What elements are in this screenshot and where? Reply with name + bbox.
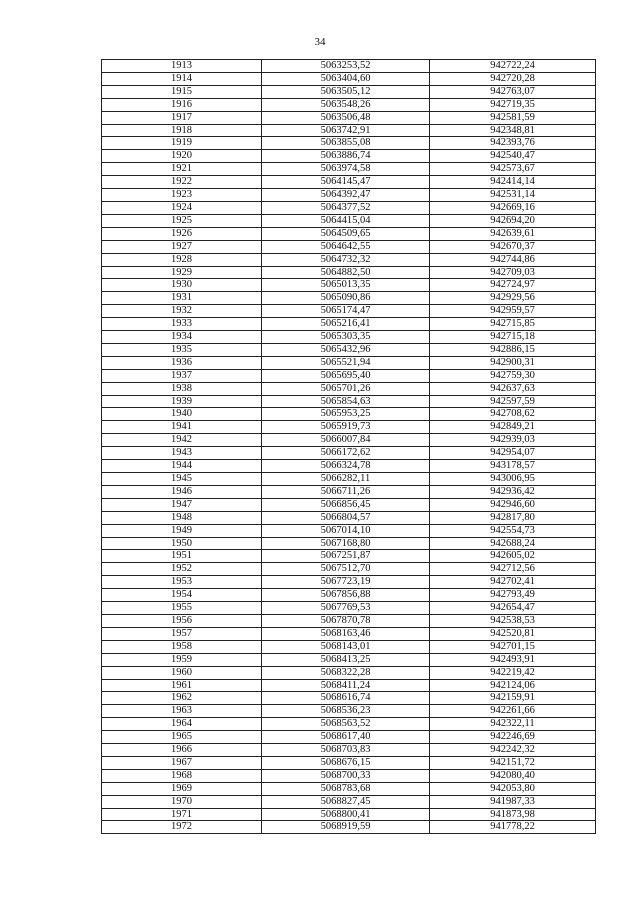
x-coordinate-cell: 5066856,45 xyxy=(262,498,430,511)
table-row xyxy=(102,614,596,627)
table-row xyxy=(102,214,596,227)
table-row xyxy=(102,253,596,266)
y-coordinate-cell: 942538,53 xyxy=(430,614,596,627)
x-coordinate-cell: 5063404,60 xyxy=(262,72,430,85)
y-coordinate-cell: 943006,95 xyxy=(430,473,596,486)
table-row xyxy=(102,434,596,447)
point-number-cell: 1967 xyxy=(102,756,262,769)
x-coordinate-cell: 5067769,53 xyxy=(262,602,430,615)
table-row xyxy=(102,550,596,563)
y-coordinate-cell: 942702,41 xyxy=(430,576,596,589)
point-number-cell: 1938 xyxy=(102,382,262,395)
point-number-cell: 1913 xyxy=(102,60,262,73)
x-coordinate-cell: 5065521,94 xyxy=(262,356,430,369)
point-number-cell: 1960 xyxy=(102,666,262,679)
y-coordinate-cell: 942939,03 xyxy=(430,434,596,447)
point-number-cell: 1943 xyxy=(102,447,262,460)
table-row xyxy=(102,576,596,589)
x-coordinate-cell: 5068800,41 xyxy=(262,808,430,821)
point-number-cell: 1934 xyxy=(102,331,262,344)
table-row xyxy=(102,60,596,73)
x-coordinate-cell: 5064392,47 xyxy=(262,189,430,202)
table-row xyxy=(102,795,596,808)
point-number-cell: 1950 xyxy=(102,537,262,550)
table-row xyxy=(102,782,596,795)
point-number-cell: 1931 xyxy=(102,292,262,305)
y-coordinate-cell: 942715,18 xyxy=(430,331,596,344)
y-coordinate-cell: 943178,57 xyxy=(430,460,596,473)
point-number-cell: 1935 xyxy=(102,343,262,356)
x-coordinate-cell: 5063506,48 xyxy=(262,111,430,124)
table-row xyxy=(102,201,596,214)
point-number-cell: 1961 xyxy=(102,679,262,692)
point-number-cell: 1968 xyxy=(102,769,262,782)
point-number-cell: 1966 xyxy=(102,744,262,757)
y-coordinate-cell: 942954,07 xyxy=(430,447,596,460)
point-number-cell: 1928 xyxy=(102,253,262,266)
point-number-cell: 1949 xyxy=(102,524,262,537)
point-number-cell: 1944 xyxy=(102,460,262,473)
table-row xyxy=(102,318,596,331)
point-number-cell: 1940 xyxy=(102,408,262,421)
y-coordinate-cell: 942694,20 xyxy=(430,214,596,227)
point-number-cell: 1962 xyxy=(102,692,262,705)
y-coordinate-cell: 942246,69 xyxy=(430,731,596,744)
y-coordinate-cell: 941873,98 xyxy=(430,808,596,821)
x-coordinate-cell: 5064882,50 xyxy=(262,266,430,279)
x-coordinate-cell: 5065432,96 xyxy=(262,343,430,356)
x-coordinate-cell: 5068616,74 xyxy=(262,692,430,705)
point-number-cell: 1953 xyxy=(102,576,262,589)
x-coordinate-cell: 5065919,73 xyxy=(262,421,430,434)
point-number-cell: 1922 xyxy=(102,176,262,189)
coordinates-table-body xyxy=(102,60,596,834)
table-row xyxy=(102,176,596,189)
point-number-cell: 1965 xyxy=(102,731,262,744)
y-coordinate-cell: 942712,56 xyxy=(430,563,596,576)
table-row xyxy=(102,692,596,705)
table-row xyxy=(102,137,596,150)
y-coordinate-cell: 942348,81 xyxy=(430,124,596,137)
y-coordinate-cell: 942817,80 xyxy=(430,511,596,524)
table-row xyxy=(102,356,596,369)
y-coordinate-cell: 941778,22 xyxy=(430,821,596,834)
y-coordinate-cell: 942053,80 xyxy=(430,782,596,795)
x-coordinate-cell: 5065701,26 xyxy=(262,382,430,395)
x-coordinate-cell: 5063855,08 xyxy=(262,137,430,150)
x-coordinate-cell: 5063505,12 xyxy=(262,85,430,98)
x-coordinate-cell: 5067870,78 xyxy=(262,614,430,627)
y-coordinate-cell: 942124,06 xyxy=(430,679,596,692)
y-coordinate-cell: 942959,57 xyxy=(430,305,596,318)
table-row xyxy=(102,498,596,511)
x-coordinate-cell: 5067014,10 xyxy=(262,524,430,537)
table-row xyxy=(102,705,596,718)
x-coordinate-cell: 5067856,88 xyxy=(262,589,430,602)
y-coordinate-cell: 942715,85 xyxy=(430,318,596,331)
y-coordinate-cell: 942744,86 xyxy=(430,253,596,266)
x-coordinate-cell: 5066711,26 xyxy=(262,485,430,498)
x-coordinate-cell: 5064642,55 xyxy=(262,240,430,253)
table-row xyxy=(102,821,596,834)
point-number-cell: 1964 xyxy=(102,718,262,731)
x-coordinate-cell: 5068919,59 xyxy=(262,821,430,834)
y-coordinate-cell: 942322,11 xyxy=(430,718,596,731)
x-coordinate-cell: 5065174,47 xyxy=(262,305,430,318)
x-coordinate-cell: 5064145,47 xyxy=(262,176,430,189)
y-coordinate-cell: 942886,15 xyxy=(430,343,596,356)
point-number-cell: 1963 xyxy=(102,705,262,718)
x-coordinate-cell: 5068143,01 xyxy=(262,640,430,653)
table-row xyxy=(102,150,596,163)
point-number-cell: 1959 xyxy=(102,653,262,666)
y-coordinate-cell: 942080,40 xyxy=(430,769,596,782)
point-number-cell: 1921 xyxy=(102,163,262,176)
table-row xyxy=(102,627,596,640)
x-coordinate-cell: 5068536,23 xyxy=(262,705,430,718)
y-coordinate-cell: 942900,31 xyxy=(430,356,596,369)
point-number-cell: 1941 xyxy=(102,421,262,434)
point-number-cell: 1971 xyxy=(102,808,262,821)
x-coordinate-cell: 5065013,35 xyxy=(262,279,430,292)
table-row xyxy=(102,408,596,421)
table-row xyxy=(102,98,596,111)
table-row xyxy=(102,473,596,486)
table-row xyxy=(102,292,596,305)
x-coordinate-cell: 5067168,80 xyxy=(262,537,430,550)
point-number-cell: 1956 xyxy=(102,614,262,627)
x-coordinate-cell: 5064415,04 xyxy=(262,214,430,227)
y-coordinate-cell: 942701,15 xyxy=(430,640,596,653)
table-row xyxy=(102,111,596,124)
table-row xyxy=(102,756,596,769)
y-coordinate-cell: 942581,59 xyxy=(430,111,596,124)
x-coordinate-cell: 5066007,84 xyxy=(262,434,430,447)
point-number-cell: 1919 xyxy=(102,137,262,150)
x-coordinate-cell: 5068163,46 xyxy=(262,627,430,640)
x-coordinate-cell: 5067251,87 xyxy=(262,550,430,563)
x-coordinate-cell: 5066804,57 xyxy=(262,511,430,524)
table-row xyxy=(102,511,596,524)
y-coordinate-cell: 942724,97 xyxy=(430,279,596,292)
table-row xyxy=(102,563,596,576)
y-coordinate-cell: 942763,07 xyxy=(430,85,596,98)
y-coordinate-cell: 942849,21 xyxy=(430,421,596,434)
table-row xyxy=(102,163,596,176)
point-number-cell: 1957 xyxy=(102,627,262,640)
x-coordinate-cell: 5067723,19 xyxy=(262,576,430,589)
point-number-cell: 1958 xyxy=(102,640,262,653)
y-coordinate-cell: 942670,37 xyxy=(430,240,596,253)
point-number-cell: 1952 xyxy=(102,563,262,576)
x-coordinate-cell: 5068411,24 xyxy=(262,679,430,692)
table-row xyxy=(102,653,596,666)
table-row xyxy=(102,305,596,318)
table-row xyxy=(102,227,596,240)
table-row xyxy=(102,679,596,692)
point-number-cell: 1972 xyxy=(102,821,262,834)
table-row xyxy=(102,447,596,460)
table-row xyxy=(102,189,596,202)
y-coordinate-cell: 942493,91 xyxy=(430,653,596,666)
point-number-cell: 1925 xyxy=(102,214,262,227)
y-coordinate-cell: 942946,60 xyxy=(430,498,596,511)
point-number-cell: 1915 xyxy=(102,85,262,98)
x-coordinate-cell: 5064377,52 xyxy=(262,201,430,214)
point-number-cell: 1947 xyxy=(102,498,262,511)
y-coordinate-cell: 942793,49 xyxy=(430,589,596,602)
table-row xyxy=(102,808,596,821)
point-number-cell: 1932 xyxy=(102,305,262,318)
y-coordinate-cell: 942719,35 xyxy=(430,98,596,111)
table-row xyxy=(102,240,596,253)
table-row xyxy=(102,589,596,602)
table-row xyxy=(102,331,596,344)
y-coordinate-cell: 942709,03 xyxy=(430,266,596,279)
x-coordinate-cell: 5064509,65 xyxy=(262,227,430,240)
table-row xyxy=(102,640,596,653)
x-coordinate-cell: 5066172,62 xyxy=(262,447,430,460)
x-coordinate-cell: 5065854,63 xyxy=(262,395,430,408)
table-row xyxy=(102,421,596,434)
point-number-cell: 1939 xyxy=(102,395,262,408)
point-number-cell: 1955 xyxy=(102,602,262,615)
table-row xyxy=(102,537,596,550)
point-number-cell: 1917 xyxy=(102,111,262,124)
point-number-cell: 1951 xyxy=(102,550,262,563)
table-row xyxy=(102,731,596,744)
x-coordinate-cell: 5064732,32 xyxy=(262,253,430,266)
table-row xyxy=(102,124,596,137)
y-coordinate-cell: 942688,24 xyxy=(430,537,596,550)
x-coordinate-cell: 5065695,40 xyxy=(262,369,430,382)
x-coordinate-cell: 5068676,15 xyxy=(262,756,430,769)
y-coordinate-cell: 942654,47 xyxy=(430,602,596,615)
point-number-cell: 1926 xyxy=(102,227,262,240)
y-coordinate-cell: 942554,73 xyxy=(430,524,596,537)
y-coordinate-cell: 942573,67 xyxy=(430,163,596,176)
y-coordinate-cell: 942242,32 xyxy=(430,744,596,757)
coordinates-table xyxy=(101,59,596,834)
y-coordinate-cell: 942759,30 xyxy=(430,369,596,382)
y-coordinate-cell: 942708,62 xyxy=(430,408,596,421)
table-row xyxy=(102,279,596,292)
point-number-cell: 1942 xyxy=(102,434,262,447)
table-row xyxy=(102,266,596,279)
table-row xyxy=(102,718,596,731)
point-number-cell: 1916 xyxy=(102,98,262,111)
x-coordinate-cell: 5063548,26 xyxy=(262,98,430,111)
table-row xyxy=(102,72,596,85)
x-coordinate-cell: 5068413,25 xyxy=(262,653,430,666)
y-coordinate-cell: 942720,28 xyxy=(430,72,596,85)
y-coordinate-cell: 942936,42 xyxy=(430,485,596,498)
point-number-cell: 1954 xyxy=(102,589,262,602)
y-coordinate-cell: 942597,59 xyxy=(430,395,596,408)
point-number-cell: 1927 xyxy=(102,240,262,253)
table-row xyxy=(102,382,596,395)
y-coordinate-cell: 942393,76 xyxy=(430,137,596,150)
x-coordinate-cell: 5066324,78 xyxy=(262,460,430,473)
point-number-cell: 1948 xyxy=(102,511,262,524)
x-coordinate-cell: 5065303,35 xyxy=(262,331,430,344)
table-row xyxy=(102,485,596,498)
table-row xyxy=(102,666,596,679)
table-row xyxy=(102,460,596,473)
table-row xyxy=(102,769,596,782)
x-coordinate-cell: 5065953,25 xyxy=(262,408,430,421)
y-coordinate-cell: 942219,42 xyxy=(430,666,596,679)
x-coordinate-cell: 5065216,41 xyxy=(262,318,430,331)
point-number-cell: 1914 xyxy=(102,72,262,85)
point-number-cell: 1930 xyxy=(102,279,262,292)
x-coordinate-cell: 5063253,52 xyxy=(262,60,430,73)
point-number-cell: 1924 xyxy=(102,201,262,214)
point-number-cell: 1920 xyxy=(102,150,262,163)
y-coordinate-cell: 942151,72 xyxy=(430,756,596,769)
x-coordinate-cell: 5068827,45 xyxy=(262,795,430,808)
table-row xyxy=(102,524,596,537)
point-number-cell: 1969 xyxy=(102,782,262,795)
x-coordinate-cell: 5068703,83 xyxy=(262,744,430,757)
x-coordinate-cell: 5067512,70 xyxy=(262,563,430,576)
point-number-cell: 1929 xyxy=(102,266,262,279)
table-row xyxy=(102,343,596,356)
page-number: 34 xyxy=(314,36,326,48)
point-number-cell: 1970 xyxy=(102,795,262,808)
x-coordinate-cell: 5063742,91 xyxy=(262,124,430,137)
y-coordinate-cell: 942722,24 xyxy=(430,60,596,73)
table-row xyxy=(102,369,596,382)
table-row xyxy=(102,85,596,98)
y-coordinate-cell: 942159,91 xyxy=(430,692,596,705)
table-row xyxy=(102,602,596,615)
x-coordinate-cell: 5063974,58 xyxy=(262,163,430,176)
point-number-cell: 1937 xyxy=(102,369,262,382)
x-coordinate-cell: 5063886,74 xyxy=(262,150,430,163)
y-coordinate-cell: 942929,56 xyxy=(430,292,596,305)
point-number-cell: 1923 xyxy=(102,189,262,202)
y-coordinate-cell: 942605,02 xyxy=(430,550,596,563)
y-coordinate-cell: 942261,66 xyxy=(430,705,596,718)
x-coordinate-cell: 5068700,33 xyxy=(262,769,430,782)
y-coordinate-cell: 942639,61 xyxy=(430,227,596,240)
y-coordinate-cell: 941987,33 xyxy=(430,795,596,808)
point-number-cell: 1946 xyxy=(102,485,262,498)
x-coordinate-cell: 5065090,86 xyxy=(262,292,430,305)
x-coordinate-cell: 5068617,40 xyxy=(262,731,430,744)
y-coordinate-cell: 942540,47 xyxy=(430,150,596,163)
point-number-cell: 1918 xyxy=(102,124,262,137)
x-coordinate-cell: 5068783,68 xyxy=(262,782,430,795)
y-coordinate-cell: 942414,14 xyxy=(430,176,596,189)
point-number-cell: 1936 xyxy=(102,356,262,369)
y-coordinate-cell: 942669,16 xyxy=(430,201,596,214)
y-coordinate-cell: 942520,81 xyxy=(430,627,596,640)
point-number-cell: 1945 xyxy=(102,473,262,486)
point-number-cell: 1933 xyxy=(102,318,262,331)
x-coordinate-cell: 5068563,52 xyxy=(262,718,430,731)
table-row xyxy=(102,395,596,408)
y-coordinate-cell: 942637,63 xyxy=(430,382,596,395)
y-coordinate-cell: 942531,14 xyxy=(430,189,596,202)
x-coordinate-cell: 5068322,28 xyxy=(262,666,430,679)
x-coordinate-cell: 5066282,11 xyxy=(262,473,430,486)
table-row xyxy=(102,744,596,757)
